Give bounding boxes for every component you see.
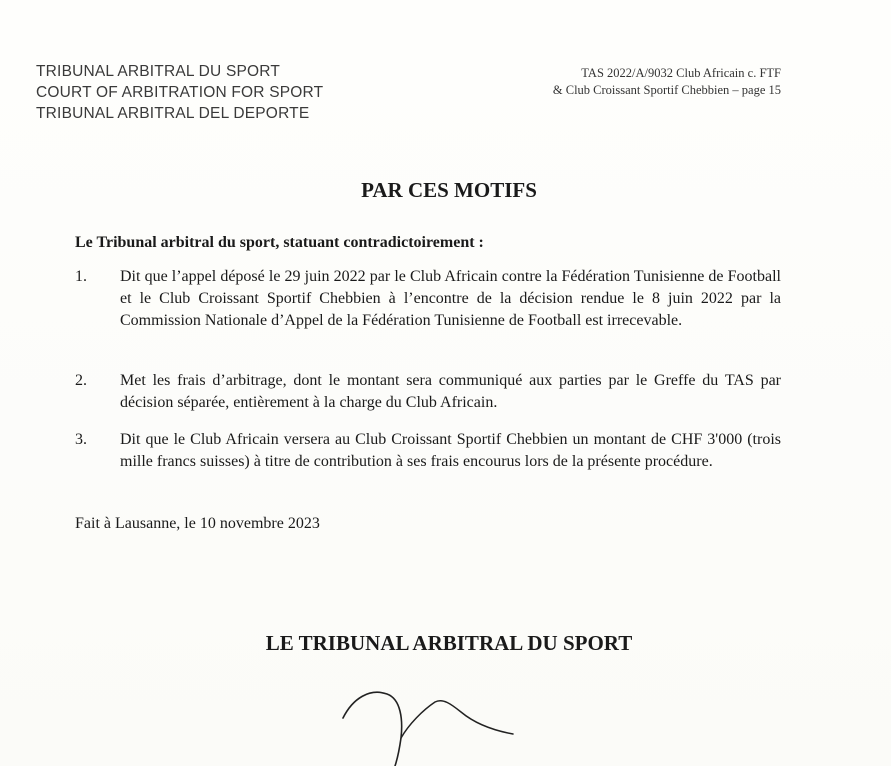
case-reference	[553, 65, 781, 99]
institution-name-es: TRIBUNAL ARBITRAL DEL DEPORTE	[36, 105, 310, 122]
ruling-item-number: 1.	[75, 268, 87, 285]
place-and-date: Fait à Lausanne, le 10 novembre 2023	[75, 515, 320, 532]
case-reference-line-2: & Club Croissant Sportif Chebbien – page 15	[552, 83, 781, 97]
handwritten-signature	[335, 680, 535, 766]
ruling-item-number: 2.	[75, 372, 87, 389]
ruling-item-text: Dit que le Club Africain versera au Club Croissant Sportif Chebbien un montant de CHF 3'000 (trois mille francs suisses) à titre de contribution à ses frais encourus lors de la présente procédure.	[120, 431, 781, 470]
institution-header	[36, 61, 323, 124]
ruling-item-number: 3.	[75, 431, 87, 448]
ruling-item-text: Dit que l’appel déposé le 29 juin 2022 par le Club Africain contre la Fédération Tunisienne de Football et le Club Croissant Sportif Chebbien à l’encontre de la décision rendue le 8 juin 2022 par la Commission Nationale d’Appel de la Fédération Tunisienne de Football est irrecevable.	[120, 268, 781, 329]
signatory-title: LE TRIBUNAL ARBITRAL DU SPORT	[265, 631, 633, 655]
institution-name-en: COURT OF ARBITRATION FOR SPORT	[36, 84, 324, 101]
section-title: PAR CES MOTIFS	[361, 178, 537, 202]
case-reference-line-1: TAS 2022/A/9032 Club Africain c. FTF	[581, 66, 781, 80]
ruling-item	[75, 266, 781, 332]
ruling-item-text: Met les frais d’arbitrage, dont le montant sera communiqué aux parties par le Greffe du TAS par décision séparée, entièrement à la charge du Club Africain.	[120, 372, 781, 411]
ruling-item	[75, 429, 781, 473]
ruling-intro: Le Tribunal arbitral du sport, statuant contradictoirement :	[75, 234, 484, 251]
institution-name-fr: TRIBUNAL ARBITRAL DU SPORT	[36, 63, 281, 80]
ruling-item	[75, 370, 781, 414]
